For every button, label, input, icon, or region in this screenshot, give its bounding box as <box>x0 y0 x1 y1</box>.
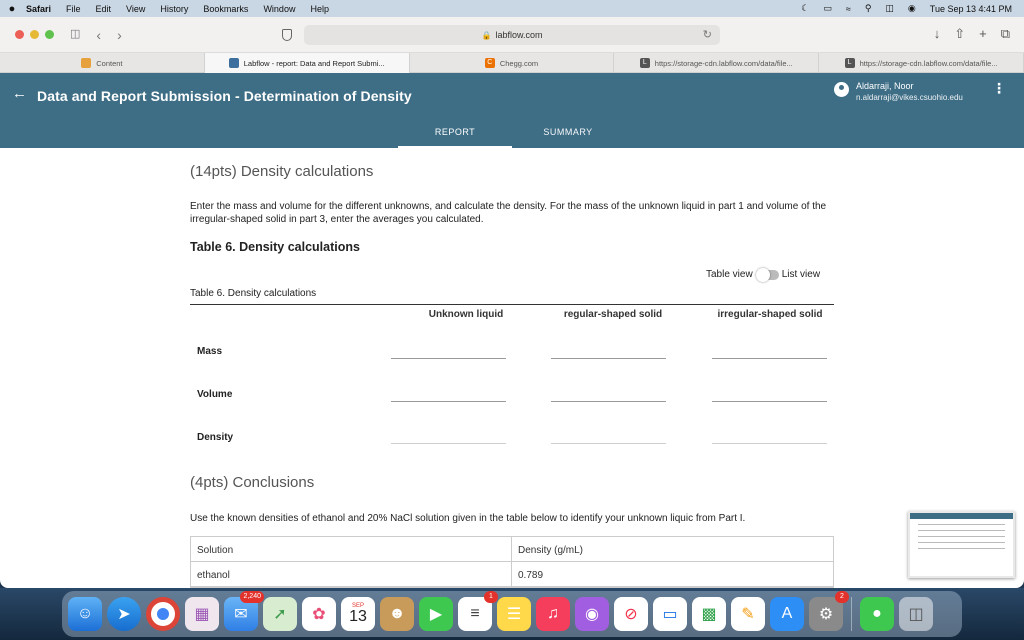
system-preferences-icon[interactable]: ⚙ 2 <box>809 597 843 631</box>
view-switch[interactable] <box>757 270 779 280</box>
dock <box>62 591 962 637</box>
toolbar-actions <box>934 26 1010 42</box>
density-regular-input[interactable] <box>551 443 666 444</box>
tab-label: Labflow - report: Data and Report Submi... <box>243 58 385 68</box>
table-header-row <box>191 537 833 562</box>
calendar-day: 13 <box>349 608 367 625</box>
news-icon[interactable]: ⊘ <box>614 597 648 631</box>
control-center-icon[interactable]: ◫ <box>885 3 894 13</box>
downloads-icon[interactable]: ↓ <box>933 26 941 41</box>
content-tab-favicon-icon <box>81 58 91 68</box>
mail-icon[interactable]: ✉ 2,240 <box>224 597 258 631</box>
menu-safari[interactable]: Safari <box>26 3 52 14</box>
reminders-icon[interactable]: ≡ 1 <box>458 597 492 631</box>
back-arrow-icon[interactable]: ← <box>12 85 27 102</box>
menu-edit[interactable]: Edit <box>95 3 112 14</box>
battery-icon[interactable]: ▭ <box>823 3 832 13</box>
messages-icon[interactable]: ● <box>860 597 894 631</box>
report-content <box>0 148 1024 581</box>
table-top-rule <box>190 304 834 305</box>
calendar-icon[interactable] <box>341 597 375 631</box>
chegg-favicon-icon: C <box>485 58 495 68</box>
known-densities-table <box>190 536 834 588</box>
mass-regular-input[interactable] <box>551 358 666 359</box>
menu-clock[interactable]: Tue Sep 13 4:41 PM <box>929 3 1012 14</box>
user-email: n.aldarraji@vikes.csuohio.edu <box>856 93 963 102</box>
labflow-favicon-icon <box>229 58 239 68</box>
menu-bookmarks[interactable]: Bookmarks <box>203 3 249 14</box>
lock-icon: 🔒 <box>481 30 492 40</box>
dock-separator <box>851 597 852 631</box>
row-label-mass: Mass <box>197 346 223 357</box>
maps-icon[interactable]: ➚ <box>263 597 297 631</box>
browser-tab-content[interactable] <box>0 53 205 73</box>
volume-irregular-input[interactable] <box>712 401 827 402</box>
close-window-button[interactable] <box>15 30 24 39</box>
mail-badge: 2,240 <box>240 591 264 603</box>
chrome-icon[interactable] <box>146 597 180 631</box>
numbers-icon[interactable]: ▩ <box>692 597 726 631</box>
user-account-icon[interactable] <box>834 82 849 97</box>
menu-bar <box>0 0 1024 17</box>
section-heading-conclusions: (4pts) Conclusions <box>190 474 315 491</box>
privacy-shield-icon[interactable] <box>282 29 292 41</box>
app-store-icon[interactable]: A <box>770 597 804 631</box>
table-caption: Table 6. Density calculations <box>190 288 317 299</box>
trash-icon[interactable]: ◫ <box>899 597 933 631</box>
tab-report[interactable]: REPORT <box>398 116 512 148</box>
page-title: Data and Report Submission - Determination of Density <box>37 88 412 104</box>
table-view-label: Table view <box>706 269 753 280</box>
launchpad-icon[interactable]: ▦ <box>185 597 219 631</box>
table-row <box>191 562 833 587</box>
header-density: Density (g/mL) <box>518 545 584 556</box>
finder-icon[interactable]: ☺ <box>68 597 102 631</box>
density-liquid-input[interactable] <box>391 443 506 444</box>
volume-liquid-input[interactable] <box>391 401 506 402</box>
tab-label: Chegg.com <box>499 58 539 68</box>
menu-view[interactable]: View <box>126 3 146 14</box>
minimize-window-button[interactable] <box>30 30 39 39</box>
calendar-month: SEP <box>351 603 364 609</box>
volume-regular-input[interactable] <box>551 401 666 402</box>
pages-icon[interactable]: ✎ <box>731 597 765 631</box>
photos-icon[interactable]: ✿ <box>302 597 336 631</box>
cell-solution: ethanol <box>191 562 512 586</box>
density-irregular-input[interactable] <box>712 443 827 444</box>
tab-label: https://storage-cdn.labflow.com/data/file... <box>654 58 793 68</box>
mass-irregular-input[interactable] <box>712 358 827 359</box>
conclusions-instructions: Use the known densities of ethanol and 20% NaCl solution given in the table below to identify your unknown liquic from Part I. <box>190 513 746 524</box>
forward-nav-icon[interactable]: › <box>117 26 122 43</box>
keynote-icon[interactable]: ▭ <box>653 597 687 631</box>
browser-toolbar <box>0 17 1024 53</box>
section-heading-density: (14pts) Density calculations <box>190 163 374 180</box>
table-title: Table 6. Density calculations <box>190 240 360 254</box>
address-bar[interactable] <box>304 25 720 45</box>
browser-tab-storage-2[interactable] <box>819 53 1024 73</box>
notes-icon[interactable]: ☰ <box>497 597 531 631</box>
tab-overview-icon[interactable]: ⧉ <box>1000 26 1010 41</box>
col-header-irregular-solid: irregular-shaped solid <box>717 309 823 320</box>
focus-moon-icon[interactable]: ☾ <box>801 3 810 13</box>
wifi-icon[interactable]: ≈ <box>845 3 851 14</box>
user-name: Aldarraji, Noor <box>856 81 914 91</box>
facetime-icon[interactable]: ▶ <box>419 597 453 631</box>
browser-tab-labflow[interactable] <box>205 53 410 73</box>
status-area <box>801 0 1012 17</box>
tab-label: https://storage-cdn.labflow.com/data/file... <box>859 58 998 68</box>
col-header-unknown-liquid: Unknown liquid <box>428 309 504 320</box>
menu-file[interactable]: File <box>66 3 81 14</box>
apple-menu-icon[interactable]: ● <box>8 2 16 15</box>
new-tab-icon[interactable]: + <box>979 26 987 41</box>
prefs-badge: 2 <box>835 591 849 603</box>
cell-density: 0.789 <box>518 570 544 581</box>
safari-icon[interactable]: ➤ <box>107 597 141 631</box>
mass-liquid-input[interactable] <box>391 358 506 359</box>
list-view-label: List view <box>781 269 821 280</box>
col-header-regular-solid: regular-shaped solid <box>563 309 663 320</box>
back-nav-icon[interactable]: ‹ <box>96 26 102 43</box>
menu-history[interactable]: History <box>160 3 189 14</box>
window-controls <box>15 30 54 39</box>
contacts-icon[interactable]: ☻ <box>380 597 414 631</box>
zoom-window-button[interactable] <box>45 30 54 39</box>
storage-favicon-icon: L <box>845 58 855 68</box>
density-instructions: Enter the mass and volume for the different unknowns, and calculate the density. For the mass of the unknown liquid in part 1 and volume of the irregular-shaped solid in part 3, enter the averages you calculated. <box>190 201 827 225</box>
screenshot-thumbnail[interactable] <box>908 511 1015 578</box>
header-solution: Solution <box>191 537 512 561</box>
browser-tab-storage-1[interactable] <box>614 53 819 73</box>
sidebar-toggle-icon[interactable]: ◫ <box>70 28 81 40</box>
share-icon[interactable]: ⇧ <box>954 26 966 41</box>
menu-window[interactable]: Window <box>263 3 296 14</box>
tab-bar <box>0 53 1024 73</box>
siri-icon[interactable]: ◉ <box>907 3 916 13</box>
view-toggle <box>706 269 820 280</box>
tab-label: Content <box>96 58 123 68</box>
url-text: labflow.com <box>495 30 543 40</box>
row-label-volume: Volume <box>197 389 233 400</box>
storage-favicon-icon: L <box>640 58 650 68</box>
tab-summary[interactable]: SUMMARY <box>543 127 593 137</box>
reload-icon[interactable]: ↻ <box>702 29 712 41</box>
row-label-density: Density <box>197 432 234 443</box>
search-icon[interactable]: ⚲ <box>864 3 872 13</box>
menu-help[interactable]: Help <box>310 3 329 14</box>
browser-tab-chegg[interactable] <box>410 53 615 73</box>
music-icon[interactable]: ♫ <box>536 597 570 631</box>
reminders-badge: 1 <box>484 591 498 603</box>
podcasts-icon[interactable]: ◉ <box>575 597 609 631</box>
more-options-icon[interactable]: ⋮ <box>992 80 1006 96</box>
